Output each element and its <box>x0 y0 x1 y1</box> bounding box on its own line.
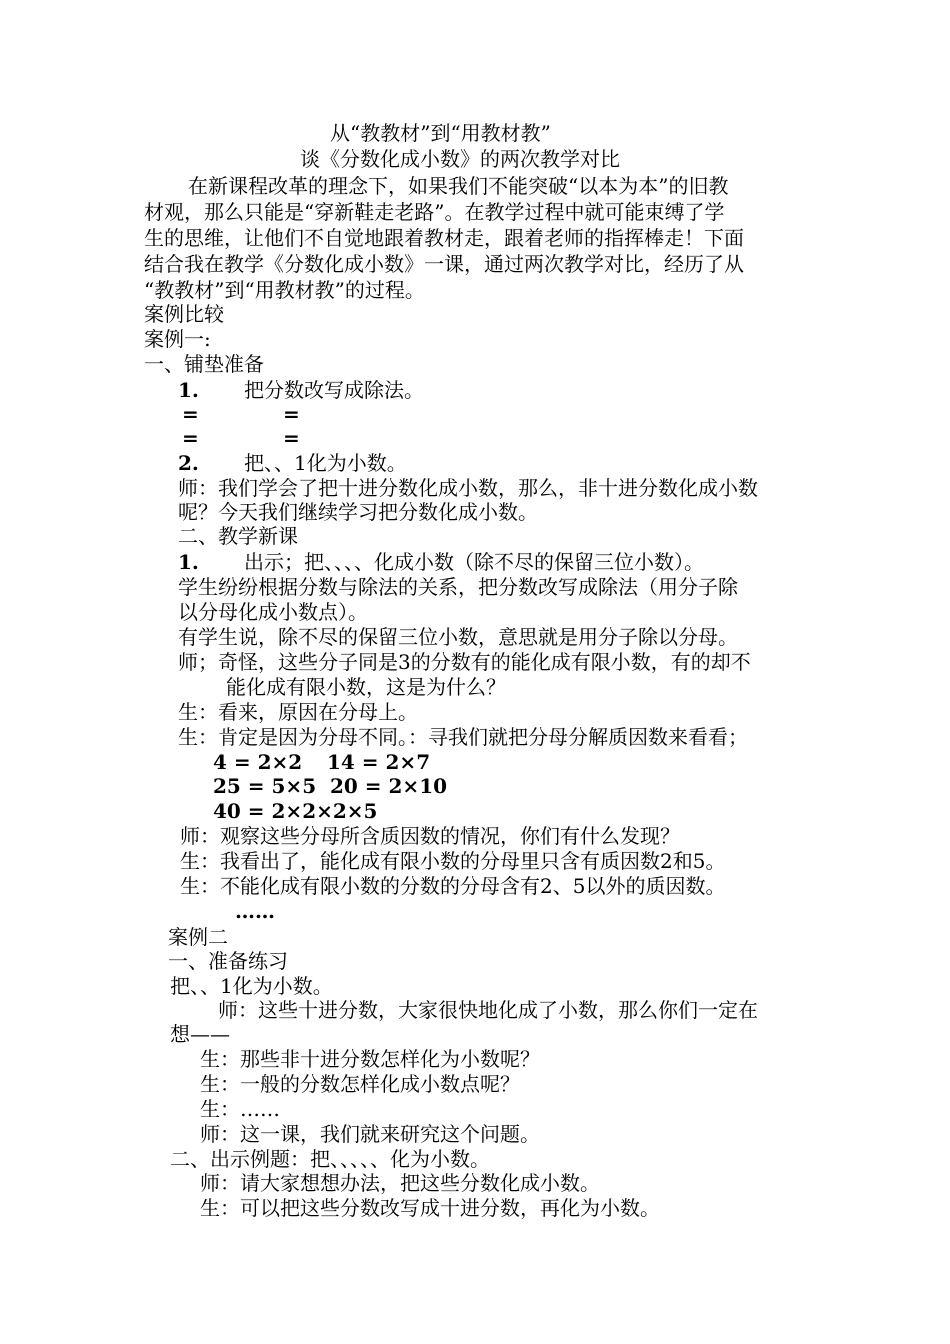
case1-teacher-line-cont: 能化成有限小数，这是为什么？ <box>226 675 506 699</box>
intro-line-5: “教教材”到“用教材教”的过程。 <box>144 278 425 302</box>
case-compare-heading: 案例比较 <box>144 302 224 326</box>
case1-student-line: 生：看来，原因在分母上。 <box>178 700 418 724</box>
factorization-line: 40 = 2×2×2×5 <box>213 799 378 823</box>
doc-subtitle: 谈《分数化成小数》的两次教学对比 <box>300 147 620 171</box>
case2-student-line: 生：一般的分数怎样化成小数点呢？ <box>200 1072 520 1096</box>
intro-line-4: 结合我在教学《分数化成小数》一课，通过两次教学对比，经历了从 <box>144 252 744 276</box>
case1-new-item-number: 1. <box>178 550 199 574</box>
case1-item1-text: 把分数改写成除法。 <box>244 378 424 402</box>
case2-student-line: 生：可以把这些分数改写成十进分数，再化为小数。 <box>200 1196 660 1220</box>
equals-sign: = <box>182 402 199 426</box>
case1-paragraph-cont: 以分母化成小数点）。 <box>178 600 368 624</box>
case1-student-line: 生：肯定是因为分母不同。：寻我们就把分母分解质因数来看看； <box>178 725 748 749</box>
case1-paragraph: 有学生说，除不尽的保留三位小数，意思就是用分子除以分母。 <box>178 625 738 649</box>
case2-heading: 案例二 <box>168 925 228 949</box>
factorization-line: 4 = 2×2 <box>213 750 303 774</box>
intro-line-3: 生的思维，让他们不自觉地跟着教材走，跟着老师的指挥棒走！下面 <box>144 226 744 250</box>
case2-teacher-line: 师：这一课，我们就来研究这个问题。 <box>200 1122 540 1146</box>
case1-item2-number: 2. <box>178 451 199 475</box>
equals-sign: = <box>182 426 199 450</box>
case1-paragraph: 学生纷纷根据分数与除法的关系，把分数改写成除法（用分子除 <box>178 575 738 599</box>
case1-teacher-line-cont: 呢？今天我们继续学习把分数化成小数。 <box>178 500 538 524</box>
factorization-line: 20 = 2×10 <box>330 774 448 798</box>
case2-line: 把、、1化为小数。 <box>170 974 333 998</box>
case1-new-item-text: 出示；把、、、、化成小数（除不尽的保留三位小数）。 <box>244 550 704 574</box>
case2-teacher-line-cont: 想—— <box>170 1022 230 1046</box>
case2-teacher-line: 师：这些十进分数，大家很快地化成了小数，那么你们一定在 <box>218 998 758 1022</box>
case1-item1-number: 1. <box>178 378 199 402</box>
case1-item2-text: 把、、1化为小数。 <box>244 451 407 475</box>
equals-sign: = <box>283 426 300 450</box>
intro-line-2: 材观，那么只能是“穿新鞋走老路”。在教学过程中就可能束缚了学 <box>144 200 725 224</box>
factorization-line: 14 = 2×7 <box>327 750 431 774</box>
case1-teacher-line: 师；奇怪，这些分子同是3的分数有的能化成有限小数，有的却不 <box>178 650 751 674</box>
case2-student-line: 生：…… <box>200 1097 280 1121</box>
case2-student-line: 生：那些非十进分数怎样化为小数呢？ <box>200 1047 540 1071</box>
case1-heading: 案例一: <box>144 327 211 351</box>
case2-section-2: 二、出示例题：把、、、、、化为小数。 <box>170 1147 490 1171</box>
case1-section-1: 一、铺垫准备 <box>144 352 264 376</box>
case2-teacher-line: 师：请大家想想办法，把这些分数化成小数。 <box>200 1171 600 1195</box>
case2-section-1: 一、准备练习 <box>168 949 288 973</box>
case1-student-line: 生：我看出了，能化成有限小数的分母里只含有质因数2和5。 <box>180 849 726 873</box>
factorization-line: 25 = 5×5 <box>213 774 317 798</box>
equals-sign: = <box>283 402 300 426</box>
intro-line-1: 在新课程改革的理念下，如果我们不能突破“以本为本”的旧教 <box>188 174 729 198</box>
case1-student-line: 生：不能化成有限小数的分数的分母含有2、5以外的质因数。 <box>180 874 726 898</box>
case1-teacher-line: 师：我们学会了把十进分数化成小数，那么，非十进分数化成小数 <box>178 476 758 500</box>
ellipsis: …… <box>235 899 275 923</box>
case1-section-2: 二、教学新课 <box>178 524 298 548</box>
doc-title: 从“教教材”到“用教材教” <box>330 121 551 145</box>
case1-teacher-line: 师：观察这些分母所含质因数的情况，你们有什么发现？ <box>180 824 680 848</box>
